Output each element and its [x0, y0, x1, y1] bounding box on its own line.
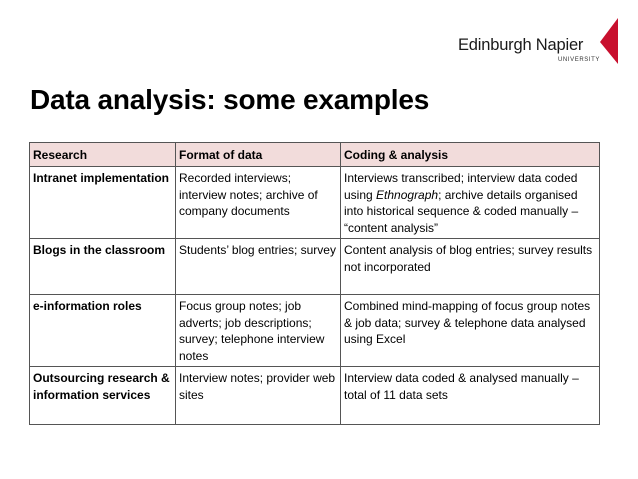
coding-cell: Interview data coded & analysed manually – total of 11 data sets [341, 367, 600, 425]
research-cell: e-information roles [30, 295, 176, 367]
table-row [30, 239, 600, 295]
format-cell: Students’ blog entries; survey [176, 239, 341, 295]
coding-software-name: Ethnograph [376, 187, 439, 202]
page-title: Data analysis: some examples [30, 84, 430, 115]
format-cell: Focus group notes; job adverts; job descriptions; survey; telephone interview notes [176, 295, 341, 367]
logo-subtitle: UNIVERSITY [558, 57, 601, 63]
logo-name: Edinburgh Napier [458, 36, 584, 54]
column-header-format: Format of data [176, 143, 341, 167]
research-cell: Intranet implementation [30, 167, 176, 239]
coding-text: Interviews transcribed; interview data coded using [344, 171, 578, 202]
examples-table [29, 142, 600, 425]
table-row [30, 167, 600, 239]
research-cell: Outsourcing research & information services [30, 367, 176, 425]
table-header-row [30, 143, 600, 167]
table-row [30, 295, 600, 367]
university-logo [458, 18, 618, 68]
research-cell: Blogs in the classroom [30, 239, 176, 295]
table-row [30, 367, 600, 425]
coding-cell: Combined mind-mapping of focus group notes & job data; survey & telephone data analysed using Excel [341, 295, 600, 367]
column-header-coding: Coding & analysis [341, 143, 600, 167]
logo-mark-icon [598, 18, 618, 64]
column-header-research: Research [30, 143, 176, 167]
coding-text-continued: ; archive details organised into historical sequence & coded manually – “content analysis” [344, 187, 579, 235]
coding-cell: Content analysis of blog entries; survey results not incorporated [341, 239, 600, 295]
coding-cell [341, 167, 600, 239]
format-cell: Interview notes; provider web sites [176, 367, 341, 425]
format-cell: Recorded interviews; interview notes; archive of company documents [176, 167, 341, 239]
